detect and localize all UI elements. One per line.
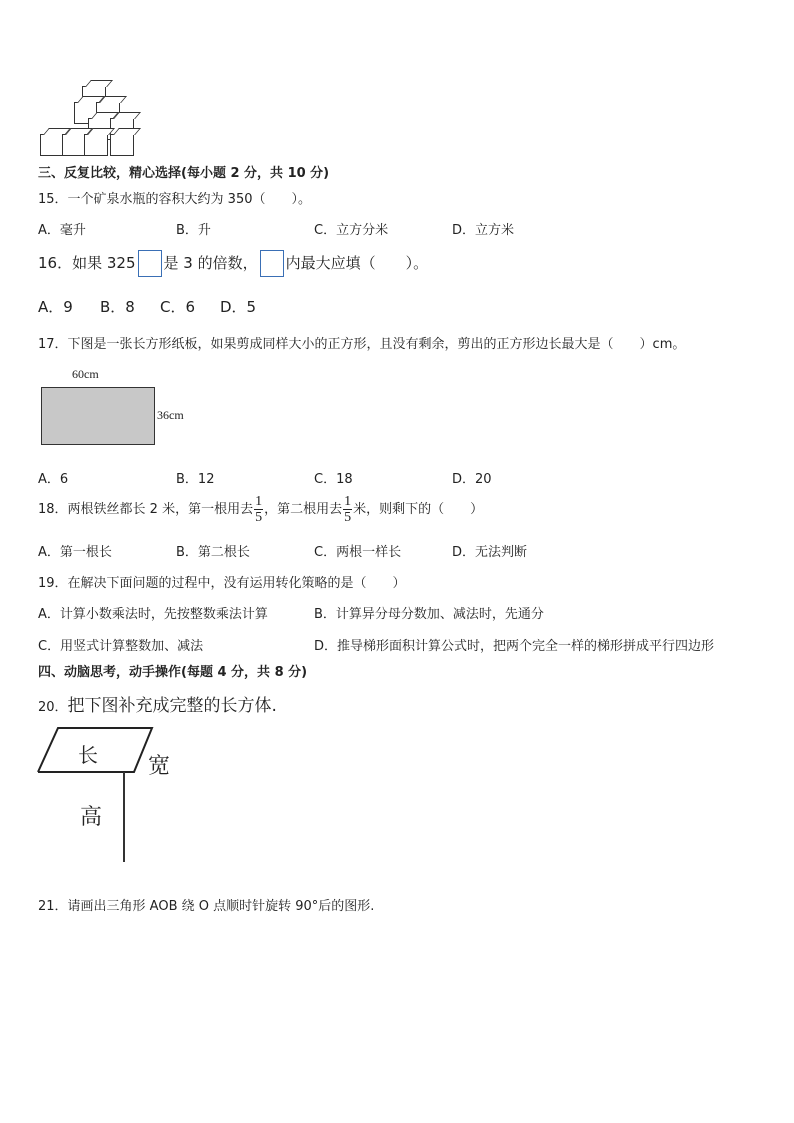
- q16-stem: [38, 250, 428, 277]
- q18-text-2: ，第二根用去: [264, 502, 343, 517]
- q19-option-a[interactable]: A．计算小数乘法时，先按整数乘法计算: [38, 607, 268, 622]
- q16-text-3: 内最大应填（ ）。: [285, 254, 429, 272]
- rectangle-width-label: 60cm: [72, 367, 99, 381]
- q19-option-d[interactable]: D．推导梯形面积计算公式时，把两个完全一样的梯形拼成平行四边形: [314, 639, 715, 654]
- cardboard-rectangle: [41, 387, 155, 445]
- section-3-title: 三、反复比较，精心选择(每小题 2 分，共 10 分): [38, 166, 330, 181]
- q17-option-b[interactable]: B．12: [176, 472, 215, 487]
- q18-text-3: 米，则剩下的（ ）: [353, 502, 484, 517]
- q21-stem: 21．请画出三角形 AOB 绕 O 点顺时针旋转 90°后的图形.: [38, 899, 375, 914]
- q16-option-c[interactable]: C．6: [160, 298, 196, 316]
- fraction-denominator-2: 5: [344, 510, 352, 525]
- digit-blank-box[interactable]: [138, 250, 162, 277]
- q16-text-2: 是 3 的倍数，: [163, 254, 258, 272]
- q15-option-c[interactable]: C．立方分米: [314, 223, 389, 238]
- digit-blank-box-2[interactable]: [260, 250, 284, 277]
- width-label: 宽: [148, 753, 171, 778]
- q17-option-d[interactable]: D．20: [452, 472, 492, 487]
- q20-stem: [38, 691, 277, 716]
- fraction-numerator-2: 1: [344, 494, 352, 509]
- q15-option-b[interactable]: B．升: [176, 223, 211, 238]
- q17-option-c[interactable]: C．18: [314, 472, 353, 487]
- q20-number: 20．: [38, 700, 68, 715]
- q20-text: 把下图补充成完整的长方体.: [67, 696, 277, 716]
- q19-option-c[interactable]: C．用竖式计算整数加、减法: [38, 639, 204, 654]
- q15-stem: 15．一个矿泉水瓶的容积大约为 350（ ）。: [38, 192, 311, 207]
- q15-option-d[interactable]: D．立方米: [452, 223, 515, 238]
- q18-option-c[interactable]: C．两根一样长: [314, 545, 402, 560]
- rectangle-height-label: 36cm: [157, 408, 184, 422]
- q16-option-a[interactable]: A．9: [38, 298, 73, 316]
- q15-option-a[interactable]: A．毫升: [38, 223, 86, 238]
- q18-text-1: 18．两根铁丝都长 2 米，第一根用去: [38, 502, 254, 517]
- cuboid-partial-figure: [36, 722, 236, 872]
- q16-option-d[interactable]: D．5: [220, 298, 257, 316]
- q18-option-a[interactable]: A．第一根长: [38, 545, 112, 560]
- q18-option-d[interactable]: D．无法判断: [452, 545, 528, 560]
- q19-stem: 19．在解决下面问题的过程中，没有运用转化策略的是（ ）: [38, 576, 406, 591]
- q18-option-b[interactable]: B．第二根长: [176, 545, 250, 560]
- fraction-one-fifth: [254, 494, 263, 525]
- q17-option-a[interactable]: A．6: [38, 472, 69, 487]
- height-label: 高: [80, 804, 103, 829]
- fraction-numerator: 1: [255, 494, 263, 509]
- fraction-one-fifth-2: [343, 494, 352, 525]
- section-4-title: 四、动脑思考，动手操作(每题 4 分，共 8 分): [38, 665, 308, 680]
- q17-stem: 17．下图是一张长方形纸板，如果剪成同样大小的正方形，且没有剩余，剪出的正方形边长最大是（ ）cm。: [38, 337, 686, 352]
- q18-stem: [38, 494, 483, 525]
- q16-option-b[interactable]: B．8: [100, 298, 135, 316]
- cube-stack-figure: [38, 78, 148, 158]
- fraction-denominator: 5: [255, 510, 263, 525]
- length-label: 长: [78, 745, 98, 767]
- q16-text-1: 16．如果 325: [38, 254, 136, 272]
- q19-option-b[interactable]: B．计算异分母分数加、减法时，先通分: [314, 607, 544, 622]
